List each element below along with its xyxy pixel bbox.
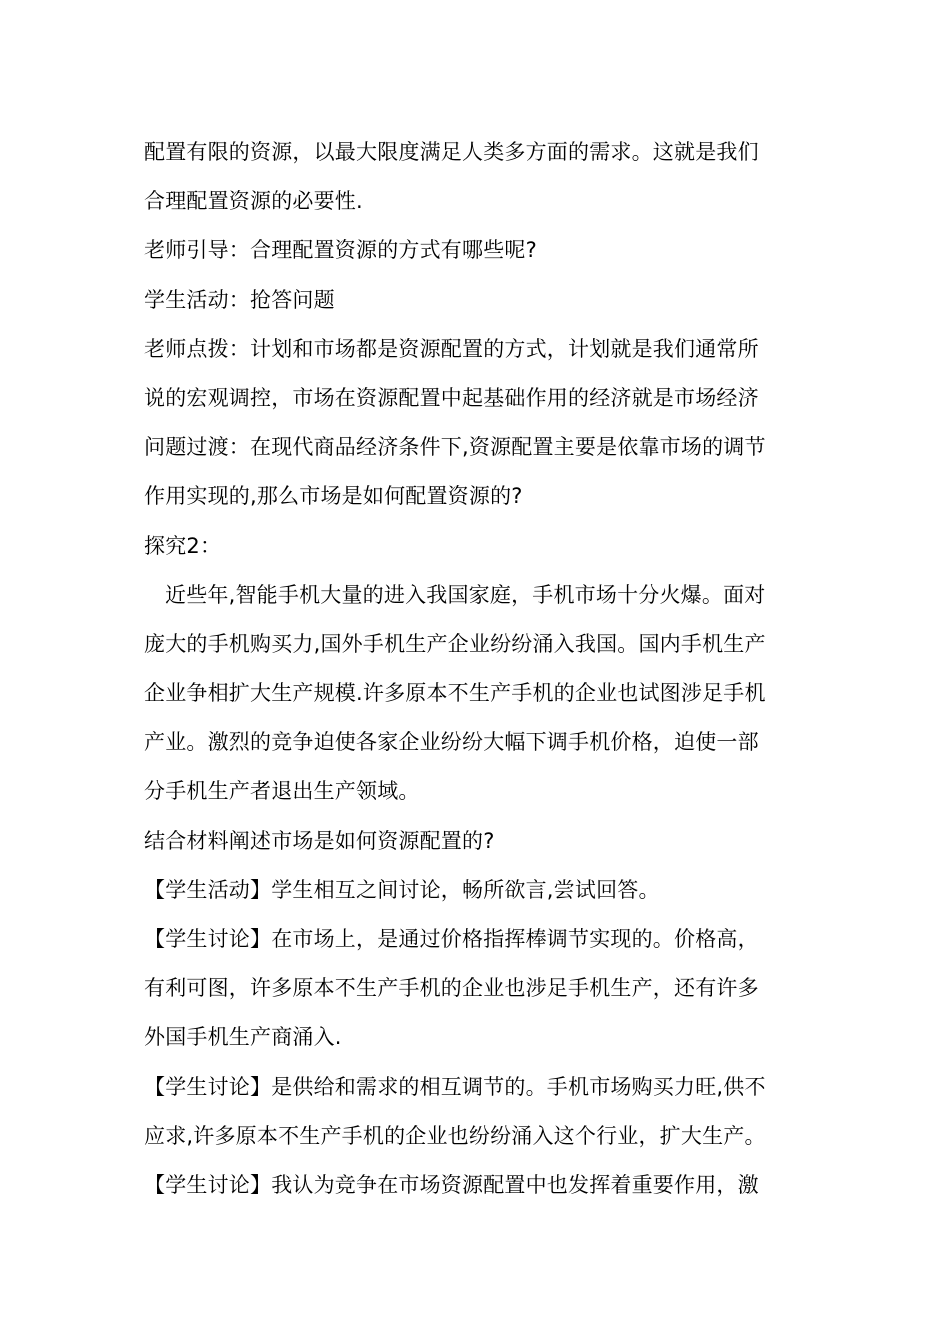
text-line: 有利可图，许多原本不生产手机的企业也涉足手机生产，还有许多 (144, 976, 759, 1001)
text-line: 合理配置资源的必要性. (144, 189, 363, 214)
text-line: 配置有限的资源，以最大限度满足人类多方面的需求。这就是我们 (144, 140, 759, 164)
text-line: 外国手机生产商涌入. (144, 1025, 342, 1050)
text-line: 近些年,智能手机大量的进入我国家庭，手机市场十分火爆。面对 (165, 582, 766, 607)
text-line: 产业。激烈的竞争迫使各家企业纷纷大幅下调手机价格，迫使一部 (144, 730, 759, 755)
section-heading: 探究2： (144, 533, 222, 558)
text-line: 庞大的手机购买力,国外手机生产企业纷纷涌入我国。国内手机生产 (144, 631, 766, 656)
text-line: 老师点拨：计划和市场都是资源配置的方式，计划就是我们通常所 (144, 336, 759, 361)
text-line: 问题过渡：在现代商品经济条件下,资源配置主要是依靠市场的调节 (144, 435, 766, 460)
text-line: 企业争相扩大生产规模.许多原本不生产手机的企业也试图涉足手机 (144, 681, 766, 706)
text-line: 说的宏观调控，市场在资源配置中起基础作用的经济就是市场经济 (144, 385, 759, 410)
text-line: 分手机生产者退出生产领域。 (144, 779, 420, 804)
text-line: 【学生讨论】在市场上，是通过价格指挥棒调节实现的。价格高， (144, 927, 759, 951)
text-line: 老师引导：合理配置资源的方式有哪些呢? (144, 238, 537, 263)
text-line: 学生活动：抢答问题 (144, 287, 335, 312)
question-line: 结合材料阐述市场是如何资源配置的? (144, 828, 495, 853)
text-line: 【学生讨论】是供给和需求的相互调节的。手机市场购买力旺,供不 (144, 1074, 766, 1099)
text-line: 【学生活动】学生相互之间讨论，畅所欲言,尝试回答。 (144, 877, 660, 902)
text-line: 【学生讨论】我认为竞争在市场资源配置中也发挥着重要作用，激 (144, 1172, 759, 1197)
text-line: 应求,许多原本不生产手机的企业也纷纷涌入这个行业，扩大生产。 (144, 1123, 766, 1148)
text-line: 作用实现的,那么市场是如何配置资源的? (144, 484, 523, 509)
document-body (144, 128, 810, 1210)
